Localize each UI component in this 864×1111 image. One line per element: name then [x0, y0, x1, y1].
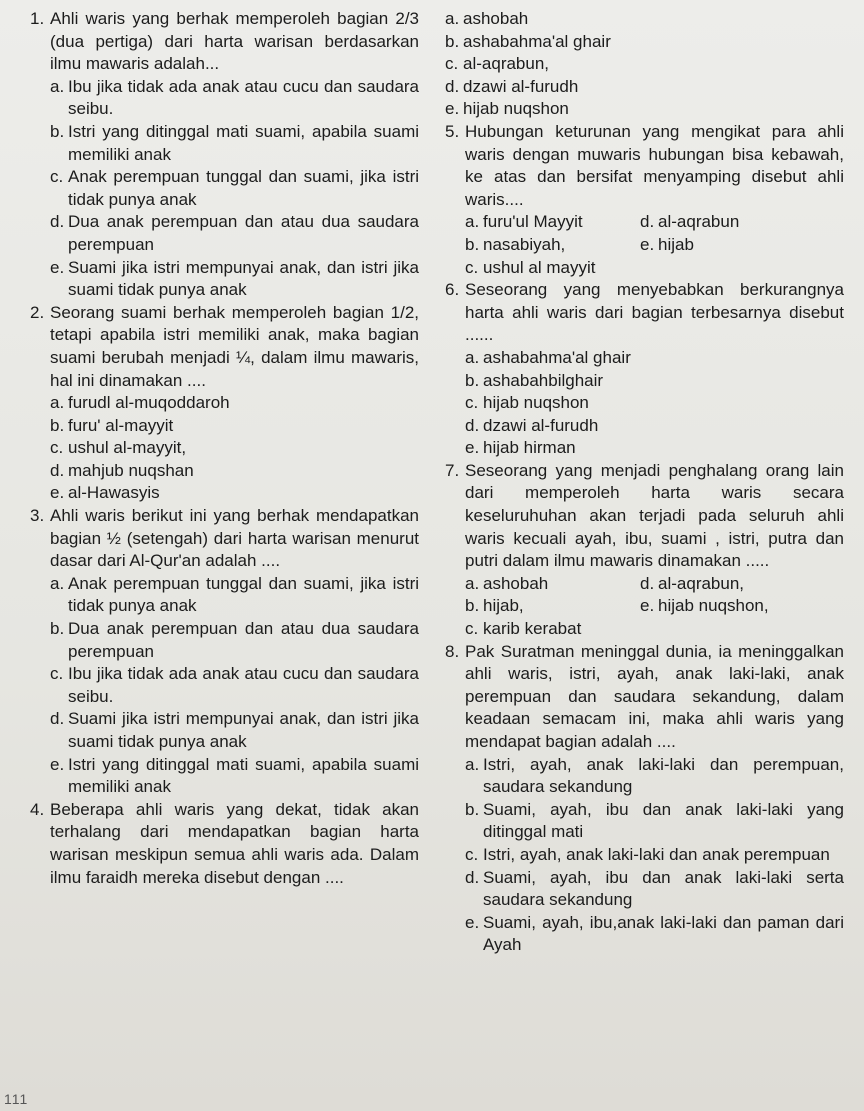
option-letter: a. — [465, 754, 480, 774]
question-3-stem — [30, 505, 419, 573]
option-text: ashobah — [463, 9, 529, 28]
option-text: ashabahbilghair — [483, 370, 604, 390]
option-b[interactable] — [445, 31, 844, 54]
option-text: karib kerabat — [483, 619, 582, 639]
option-letter: e. — [640, 234, 655, 254]
option-letter: a. — [445, 9, 460, 28]
question-7-options — [445, 573, 844, 641]
question-1 — [30, 8, 419, 302]
option-text: ushul al mayyit — [483, 257, 596, 277]
option-letter: c. — [465, 393, 479, 413]
option-letter: e. — [465, 912, 480, 932]
question-text: Beberapa ahli waris yang dekat, tidak akan terhalang dari mendapatkan bagian harta warisan meskipun semua ahli waris ada. Dalam ilmu faraidh mereka disebut dengan .... — [50, 799, 420, 887]
question-4-options — [445, 8, 844, 121]
question-number: 2. — [30, 302, 45, 322]
option-letter: e. — [445, 99, 460, 119]
option-c[interactable] — [50, 663, 419, 708]
option-text: al-aqrabun, — [658, 573, 745, 593]
option-letter: b. — [50, 619, 65, 639]
question-number: 7. — [445, 460, 460, 480]
option-a[interactable] — [465, 347, 844, 370]
option-letter: a. — [50, 393, 65, 413]
option-b[interactable] — [50, 618, 419, 663]
option-text: dzawi al-furudh — [463, 76, 579, 96]
option-letter: d. — [50, 460, 65, 480]
option-text: hijab — [658, 234, 694, 254]
question-text: Seorang suami berhak memperoleh bagian 1/2, tetapi apabila istri memiliki anak, maka bagian suami berubah menjadi ¼, dalam ilmu mawaris, hal ini dinamakan .... — [50, 302, 420, 390]
question-1-options — [30, 76, 419, 302]
option-letter: a. — [465, 212, 480, 232]
option-letter: a. — [50, 76, 65, 96]
left-column — [30, 8, 419, 957]
option-e[interactable] — [50, 482, 419, 505]
option-letter: e. — [50, 257, 65, 277]
option-text: Ibu jika tidak ada anak atau cucu dan saudara seibu. — [68, 76, 420, 119]
option-text: Dua anak perempuan dan atau dua saudara perempuan — [68, 212, 420, 254]
question-6 — [445, 279, 844, 460]
question-5-stem — [445, 121, 844, 211]
option-text: al-aqrabun — [658, 212, 740, 232]
question-number: 1. — [30, 9, 45, 28]
option-text: Istri, ayah, anak laki-laki dan perempuan, saudara sekandung — [483, 754, 844, 797]
option-d[interactable] — [445, 76, 844, 99]
option-text: Ibu jika tidak ada anak atau cucu dan saudara seibu. — [68, 664, 420, 706]
option-d[interactable] — [465, 867, 844, 912]
option-letter: a. — [50, 573, 65, 593]
question-4 — [30, 799, 419, 889]
option-a[interactable] — [465, 754, 844, 799]
option-c[interactable] — [465, 844, 844, 867]
option-e[interactable] — [640, 234, 844, 257]
option-text: furu' al-mayyit — [68, 415, 174, 435]
option-c[interactable] — [465, 257, 640, 280]
option-text: ashobah — [483, 573, 549, 593]
question-text: Seseorang yang menjadi penghalang orang lain dari memperoleh harta waris secara keseluruhuhan akan terjadi pada seluruh ahli waris kecuali ayah, ibu, suami , istri, putra dan putri dalam ilmu mawaris dinamakan ..... — [465, 460, 844, 571]
question-2-options — [30, 392, 419, 505]
option-text: Dua anak perempuan dan atau dua saudara perempuan — [68, 619, 420, 661]
option-text: ashabahma'al ghair — [483, 347, 631, 367]
option-d[interactable] — [50, 211, 419, 256]
option-letter: b. — [465, 234, 480, 254]
option-text: mahjub nuqshan — [68, 460, 194, 480]
option-letter: d. — [640, 212, 655, 232]
option-letter: d. — [465, 867, 480, 887]
option-text: Anak perempuan tunggal dan suami, jika istri tidak punya anak — [68, 573, 420, 616]
option-letter: c. — [445, 54, 459, 74]
option-text: furudl al-muqoddaroh — [68, 393, 230, 413]
question-7 — [445, 460, 844, 641]
option-letter: b. — [465, 596, 480, 616]
question-number: 4. — [30, 799, 45, 819]
question-text: Ahli waris berikut ini yang berhak mendapatkan bagian ½ (setengah) dari harta warisan menurut dasar dari Al-Qur'an adalah .... — [50, 506, 420, 571]
option-b[interactable] — [465, 799, 844, 844]
option-letter: b. — [465, 799, 480, 819]
option-e[interactable] — [640, 595, 844, 618]
option-letter: c. — [50, 664, 64, 684]
option-text: hijab nuqshon — [463, 99, 569, 119]
option-text: Istri, ayah, anak laki-laki dan anak perempuan — [483, 844, 830, 864]
option-a[interactable] — [465, 211, 640, 234]
option-letter: c. — [50, 167, 64, 187]
option-text: hijab, — [483, 596, 524, 616]
option-text: nasabiyah, — [483, 234, 566, 254]
option-letter: c. — [465, 257, 479, 277]
question-8 — [445, 641, 844, 957]
question-text: Seseorang yang menyebabkan berkurangnya harta ahli waris dari bagian terbesarnya disebut ...... — [465, 280, 844, 345]
option-letter: b. — [465, 370, 480, 390]
columns — [30, 8, 844, 957]
question-number: 6. — [445, 280, 460, 300]
option-a[interactable] — [50, 573, 419, 618]
option-text: al-Hawasyis — [68, 483, 160, 503]
option-letter: d. — [50, 212, 65, 232]
option-text: hijab nuqshon — [483, 393, 589, 413]
option-text: Anak perempuan tunggal dan suami, jika istri tidak punya anak — [68, 167, 420, 209]
question-8-options — [445, 754, 844, 957]
option-letter: c. — [465, 844, 479, 864]
option-b[interactable] — [465, 370, 844, 393]
question-number: 8. — [445, 641, 460, 661]
option-b[interactable] — [465, 595, 640, 618]
question-1-stem — [30, 8, 419, 76]
option-text: Istri yang ditinggal mati suami, apabila suami memiliki anak — [68, 121, 420, 164]
option-letter: b. — [50, 121, 65, 141]
option-letter: d. — [640, 573, 655, 593]
option-text: al-aqrabun, — [463, 54, 550, 74]
question-2 — [30, 302, 419, 505]
question-2-stem — [30, 302, 419, 392]
option-c[interactable] — [50, 437, 419, 460]
option-e[interactable] — [50, 257, 419, 302]
option-e[interactable] — [50, 754, 419, 799]
option-text: Suami jika istri mempunyai anak, dan istri jika suami tidak punya anak — [68, 709, 420, 751]
option-letter: e. — [640, 596, 655, 616]
option-text: Suami, ayah, ibu dan anak laki-laki serta saudara sekandung — [483, 867, 844, 910]
option-c[interactable] — [465, 392, 844, 415]
option-d[interactable] — [50, 460, 419, 483]
question-number: 5. — [445, 121, 460, 141]
option-text: dzawi al-furudh — [483, 415, 599, 435]
option-text: furu'ul Mayyit — [483, 212, 583, 232]
page-footer-mark: 111 — [4, 1091, 29, 1107]
option-text: Istri yang ditinggal mati suami, apabila suami memiliki anak — [68, 754, 420, 797]
question-text: Pak Suratman meninggal dunia, ia meninggalkan ahli waris, istri, ayah, anak laki-laki, anak perempuan dan saudara sekandung, dalam keadaan semacam ini, maka ahli waris yang mendapat bagian adalah .... — [465, 641, 844, 751]
option-text: hijab hirman — [483, 438, 576, 458]
option-text: Suami, ayah, ibu dan anak laki-laki yang ditinggal mati — [483, 799, 844, 842]
option-a[interactable] — [50, 392, 419, 415]
question-6-options — [445, 347, 844, 460]
question-5 — [445, 121, 844, 279]
question-text: Ahli waris yang berhak memperoleh bagian 2/3 (dua pertiga) dari harta warisan berdasarkan ilmu mawaris adalah... — [50, 9, 420, 74]
option-text: ushul al-mayyit, — [68, 438, 187, 458]
option-letter: b. — [445, 31, 460, 51]
option-d[interactable] — [50, 708, 419, 753]
option-d[interactable] — [640, 573, 844, 596]
option-d[interactable] — [640, 211, 844, 234]
option-c[interactable] — [465, 618, 640, 641]
option-text: ashabahma'al ghair — [463, 31, 611, 51]
question-3 — [30, 505, 419, 799]
option-letter: c. — [50, 438, 64, 458]
question-6-stem — [445, 279, 844, 347]
option-text: hijab nuqshon, — [658, 596, 769, 616]
option-letter: d. — [50, 709, 65, 729]
option-a[interactable] — [465, 573, 640, 596]
option-c[interactable] — [445, 53, 844, 76]
question-8-stem — [445, 641, 844, 754]
question-5-options — [445, 211, 844, 279]
option-letter: c. — [465, 619, 479, 639]
option-letter: b. — [50, 415, 65, 435]
option-b[interactable] — [50, 415, 419, 438]
option-e[interactable] — [445, 98, 844, 121]
option-e[interactable] — [465, 437, 844, 460]
option-letter: e. — [465, 438, 480, 458]
right-column — [445, 8, 844, 957]
option-a[interactable] — [50, 76, 419, 121]
option-text: Suami jika istri mempunyai anak, dan istri jika suami tidak punya anak — [68, 257, 420, 300]
option-b[interactable] — [50, 121, 419, 166]
question-3-options — [30, 573, 419, 799]
option-letter: d. — [445, 76, 460, 96]
option-letter: e. — [50, 754, 65, 774]
option-letter: a. — [465, 573, 480, 593]
question-text: Hubungan keturunan yang mengikat para ahli waris dengan muwaris hubungan bisa kebawah, ke atas dan bersifat menyamping disebut ahli waris.... — [465, 121, 844, 209]
question-7-stem — [445, 460, 844, 573]
option-d[interactable] — [465, 415, 844, 438]
option-e[interactable] — [465, 912, 844, 957]
option-b[interactable] — [465, 234, 640, 257]
option-c[interactable] — [50, 166, 419, 211]
question-4-stem — [30, 799, 419, 889]
option-text: Suami, ayah, ibu,anak laki-laki dan paman dari Ayah — [483, 912, 844, 955]
option-a[interactable] — [445, 8, 844, 31]
option-letter: a. — [465, 347, 480, 367]
option-letter: e. — [50, 483, 65, 503]
option-letter: d. — [465, 415, 480, 435]
question-number: 3. — [30, 506, 45, 526]
